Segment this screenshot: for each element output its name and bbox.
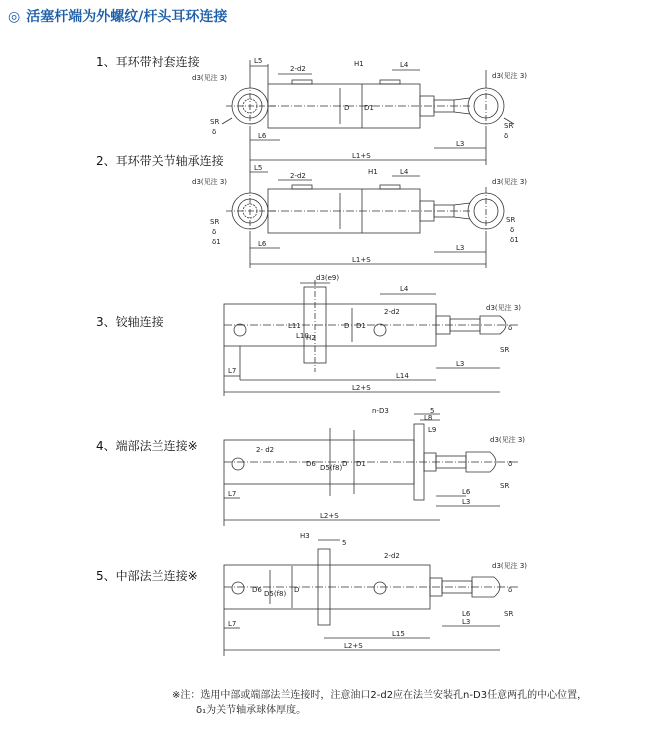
section-5-label: 5、中部法兰连接※ [96,569,198,583]
dim-s5-delta: δ [508,586,513,594]
dim-s3-l4: L4 [400,285,409,293]
dim-s1-l5: L5 [254,57,263,65]
dim-s1-d3: d3(见注 3) [192,74,228,82]
footnote-line-1: ※注：选用中部或端部法兰连接时，注意油口2-d2应在法兰安装孔n-D3任意两孔的中心位置， [172,690,588,701]
dim-s2-sr: SR [210,218,220,226]
dim-s3-d2: 2-d2 [384,308,400,316]
dim-s5-l6: L6 [462,610,471,618]
dim-s1-sr: SR [210,118,220,126]
dim-s3-d: D [344,322,350,330]
dim-s1-total: L1+S [352,152,371,160]
dim-s5-d6: D6 [252,586,262,594]
dim-s3-h2: H2 [306,334,316,342]
dim-s1-d2: 2-d2 [290,65,306,73]
dim-s2-sr2: SR [506,216,516,224]
dim-s5-total: L2+S [344,642,363,650]
dim-s2-delta3: δ1 [510,236,519,244]
dim-s4-d6: D6 [306,460,316,468]
dim-s4-l6: L6 [462,488,471,496]
dim-s1-d1: D1 [364,104,374,112]
dim-s5-sr: SR [504,610,514,618]
footnote-line-2: δ₁为关节轴承球体厚度。 [196,705,307,716]
dim-s2-l5: L5 [254,164,263,172]
dim-s3-d3e9: d3(e9) [316,274,340,282]
dim-s4-d3: d3(见注 3) [490,436,526,444]
section-2-label: 2、耳环带关节轴承连接 [96,154,224,168]
drawing-3-trunnion [224,280,520,396]
dim-s3-delta: δ [508,324,513,332]
dim-s3-l7: L7 [228,367,237,375]
section-3-label: 3、铰轴连接 [96,315,164,329]
circle-mark-icon: ◎ [8,9,21,25]
drawing-2-cylinder [226,165,504,268]
dim-s2-l4: L4 [400,168,409,176]
dim-s3-l3: L3 [456,360,465,368]
dim-s4-d2: 2- d2 [256,446,275,454]
dim-s2-delta2: δ [510,226,515,234]
dim-s2-d3: d3(见注 3) [192,178,228,186]
footnote [172,688,587,718]
drawing-1-cylinder [222,60,514,165]
dim-s3-sr: SR [500,346,510,354]
dim-s2-delta1: δ1 [212,238,221,246]
dim-s1-delta: δ [212,128,217,136]
dim-s3-total: L2+S [352,384,371,392]
dim-s1-delta2: δ [504,132,509,140]
dim-s3-l10: L10 [296,332,309,340]
dim-s3-l11: L11 [288,322,301,330]
section-1-label: 1、耳环带衬套连接 [96,55,200,69]
dim-s4-d1: D1 [356,460,366,468]
dim-s3-d3: d3(见注 3) [486,304,522,312]
dim-s1-h1: H1 [354,60,364,68]
drawing-5-mid-flange [224,540,520,656]
dim-s1-l4: L4 [400,61,409,69]
dim-s4-five: 5 [430,407,435,415]
dim-s5-d3: d3(见注 3) [492,562,528,570]
dim-s4-d5: D5(f8) [320,464,343,472]
dim-s5-five: 5 [342,539,347,547]
dim-s3-d1: D1 [356,322,366,330]
dim-s4-sr: SR [500,482,510,490]
dim-s4-l8: L8 [424,414,433,422]
dim-s2-delta: δ [212,228,217,236]
dim-s5-l15: L15 [392,630,405,638]
dim-s2-l3: L3 [456,244,465,252]
dim-s5-d2: 2-d2 [384,552,400,560]
dim-s4-nd3: n-D3 [372,407,389,415]
dim-s2-d3b: d3(见注 3) [492,178,528,186]
section-4-label: 4、端部法兰连接※ [96,439,198,453]
dim-s2-total: L1+S [352,256,371,264]
dim-s4-l3: L3 [462,498,471,506]
dim-s2-d2: 2-d2 [290,172,306,180]
dim-s1-d: D [344,104,350,112]
dim-s2-l6: L6 [258,240,267,248]
dim-s1-l6: L6 [258,132,267,140]
dim-s4-total: L2+S [320,512,339,520]
dim-s4-d: D [342,460,348,468]
dim-s5-h3: H3 [300,532,310,540]
dim-s2-h1: H1 [368,168,378,176]
dim-s5-d: D [294,586,300,594]
dim-s1-sr2: SR [504,122,514,130]
dim-s1-d3b: d3(见注 3) [492,72,528,80]
drawing-4-end-flange [224,414,520,526]
dim-s4-l7: L7 [228,490,237,498]
dim-s5-l7: L7 [228,620,237,628]
dim-s3-l14: L14 [396,372,409,380]
dim-s5-d5: D5(f8) [264,590,287,598]
page-title-text: 活塞杆端为外螺纹/杆头耳环连接 [26,9,228,25]
dim-s1-l3: L3 [456,140,465,148]
dim-s4-l9: L9 [428,426,437,434]
dim-s4-delta: δ [508,460,513,468]
dim-s5-l3: L3 [462,618,471,626]
